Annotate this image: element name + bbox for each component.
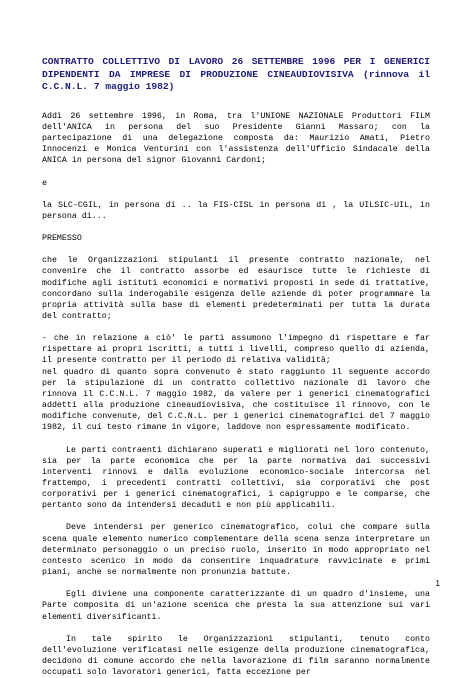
paragraph-premise-3: nel quadro di quanto sopra convenuto è stato raggiunto il seguente accordo per la stipulazione di un contratto collettivo nazionale di lavoro che rinnova il C.C.N.L. 7 maggio 1982, da valere per i generici cinematografici addetti alla produzione cineaudiovisiva, che costituisce il rinnovo, con le modifiche convenute, del C.C.N.L. per i generici cinematografici del 7 maggio 1982, il cui testo rimane in vigore, laddove non espressamente modificato. xyxy=(42,367,430,433)
paragraph-conjunction: e xyxy=(42,178,47,188)
paragraph-premise-2: - che in relazione a ciò' le parti assumono l'impegno di rispettare e far rispettare ai propri iscritti, a tutti i livelli, compreso quello di azienda, il presente contratto per il periodo di relativa validità; xyxy=(42,334,430,366)
paragraph-component: Egli diviene una componente caratterizzante di un quadro d'insieme, una Parte composita di un'azione scenica che presta la sua attenzione sui vari elementi diversificanti. xyxy=(42,590,430,622)
paragraph-spirit: In tale spirito le Organizzazioni stipulanti, tenuto conto dell'evoluzione verificatasi nelle esigenze della produzione cinematografica, decidono di comune accordo che nella lavorazione di film saranno normalmente occupati solo lavoratori generici, fatta eccezione per xyxy=(42,634,430,678)
heading-premesso: PREMESSO xyxy=(42,234,82,244)
paragraph-contracting-parties: Le parti contraenti dichiarano superati e migliorati nel loro contenuto, sia per la parte economica che per la parte normativa dai successivi interventi rinnovi e dalla evoluzione economico-sociale intercorsa nel frattempo, i precedenti contratti collettivi, sia corporativi che post corporativi per i generici cinematografici, i capigruppo e le comparse, che pertanto sono da intendersi decaduti e non più applicabili. xyxy=(42,445,430,511)
paragraph-parties-unions: la SLC-CGIL, in persona di .. la FIS-CISL in persona di , la UILSIC-UIL, in persona di... xyxy=(42,200,430,221)
paragraph-definition-generic: Deve intendersi per generico cinematografico, colui che compare sulla scena quale elemento numerico complementare della scena senza interpretare un determinato personaggio o un preciso ruolo, inserito in modo appropriato nel contesto scenico in modo da consentire inquadrature ravvicinate e primi piani, anche se normalmente non pronunzia battute. xyxy=(42,523,430,578)
document-title: CONTRATTO COLLETTIVO DI LAVORO 26 SETTEMBRE 1996 PER I GENERICI DIPENDENTI DA IMPRESE DI PRODUZIONE CINEAUDIOVISIVA (rinnova il C.C.N.L. 7 maggio 1982) xyxy=(42,56,430,93)
paragraph-premise-1: che le Organizzazioni stipulanti il presente contratto nazionale, nel convenire che il contratto assorbe ed esaurisce tutte le richieste di modifiche agli istituti economici e normativi proposti in sede di trattative, concordano sulla inderogabile esigenza delle aziende di poter programmare la propria attività sulla base di elementi predeterminati per tutta la durata del contratto; xyxy=(42,256,430,321)
page-number: 1 xyxy=(435,579,440,588)
paragraph-parties-anica: Addì 26 settembre 1996, in Roma, tra l'UNIONE NAZIONALE Produttori FILM dell'ANICA in persona del suo Presidente Gianni Massaro; con la partecipazione di una delegazione composta da: Maurizio Amati, Pietro Innocenzi e Monica Venturini con l'assistenza dell'Ufficio Sindacale della ANICA in persona del signor Giovanni Cardoni; xyxy=(42,111,430,166)
